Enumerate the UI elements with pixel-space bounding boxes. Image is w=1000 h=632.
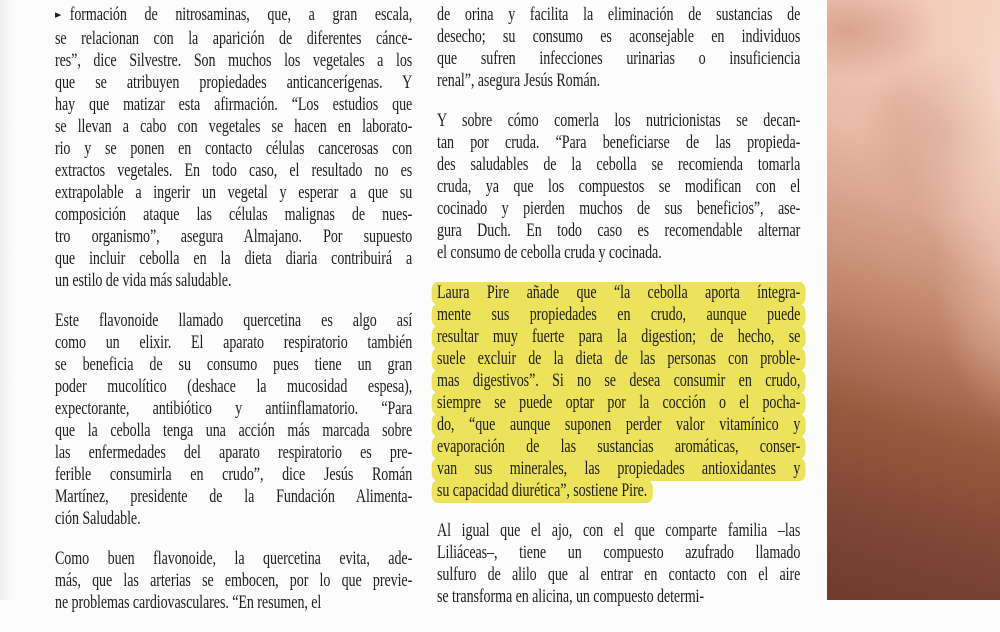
highlighted-text: resultar muy fuerte para la digestion; de hecho, se xyxy=(432,326,806,349)
text-line: ne problemas cardiovasculares. “En resumen, el xyxy=(55,593,322,613)
highlighted-text: suele excluir de la dieta de las personas con proble- xyxy=(432,348,806,371)
text-line: más, que las arterias se embocen, por lo que previe- xyxy=(55,571,413,591)
page-edge-shadow xyxy=(0,0,16,600)
text-line xyxy=(437,304,800,326)
text-line: de orina y facilita la eliminación de sustancias de xyxy=(437,5,801,25)
skin-closeup-photo xyxy=(827,0,1000,600)
text-line: que incluir cebolla en la dieta diaria contribuirá a xyxy=(55,249,413,269)
text-line: renal”, asegura Jesús Román. xyxy=(437,71,601,91)
text-line: que se atribuyen propiedades anticancerígenas. Y xyxy=(55,73,413,93)
text-line: tro organismo”, asegura Almajano. Por supuesto xyxy=(55,227,413,247)
text-line xyxy=(437,326,800,348)
text-line xyxy=(437,370,800,392)
text-line xyxy=(437,458,800,480)
text-line: Al igual que el ajo, con el que comparte familia –las xyxy=(437,521,801,541)
text-line xyxy=(437,436,800,458)
text-line: composición ataque las células malignas de nues- xyxy=(55,205,413,225)
text-line: que la cebolla tenga una acción más marcada sobre xyxy=(55,421,413,441)
highlighted-text: su capacidad diurética”, sostiene Pire. xyxy=(432,480,653,503)
highlighted-text: do, “que aunque suponen perder valor vitamínico y xyxy=(432,414,806,437)
article-column-right xyxy=(437,4,800,626)
text-line: sulfuro de alilo que al entrar en contacto con el aire xyxy=(437,565,801,585)
text-line: expectorante, antibiótico y antiinflamatorio. “Para xyxy=(55,399,413,419)
text-line: poder mucolítico (deshace la mucosidad espesa), xyxy=(55,377,413,397)
text-line: res”, dice Silvestre. Son muchos los vegetales a los xyxy=(55,51,413,71)
highlighted-text: van sus minerales, las propiedades antioxidantes y xyxy=(432,458,806,481)
text-line: se transforma en alicina, un compuesto determi- xyxy=(437,587,704,607)
highlighted-text: Laura Pire añade que “la cebolla aporta íntegra- xyxy=(432,282,806,305)
text-line: Y sobre cómo comerla los nutricionistas se decan- xyxy=(437,111,801,131)
highlighted-text: mente sus propiedades en crudo, aunque puede xyxy=(432,304,806,327)
highlighted-text: evaporación de las sustancias aromáticas, conser- xyxy=(432,436,806,459)
paragraph xyxy=(437,110,800,264)
text-line: cocinado y pierden muchos de sus beneficios”, ase- xyxy=(437,199,801,219)
text-line: extrapolable a ingerir un vegetal y esperar a que su xyxy=(55,183,413,203)
text-line xyxy=(437,392,800,414)
paragraph xyxy=(55,4,412,292)
paragraph xyxy=(437,520,800,608)
text-line: ción Saludable. xyxy=(55,509,141,529)
highlighted-text: mas digestivos”. Si no se desea consumir en crudo, xyxy=(432,370,806,393)
text-line: desecho; su consumo es aconsejable en individuos xyxy=(437,27,801,47)
paragraph xyxy=(55,310,412,530)
text-line: rio y se ponen en contacto células cancerosas con xyxy=(55,139,413,159)
text-line: las enfermedades del aparato respiratorio es pre- xyxy=(55,443,413,463)
text-line: tan por cruda. “Para beneficiarse de las propieda- xyxy=(437,133,801,153)
text-line: Como buen flavonoide, la quercetina evita, ade- xyxy=(55,549,413,569)
text-line: se beneficia de su consumo pues tiene un gran xyxy=(55,355,413,375)
text-line: Martínez, presidente de la Fundación Alimenta- xyxy=(55,487,413,507)
text-line: se llevan a cabo con vegetales se hacen en laborato- xyxy=(55,117,413,137)
text-line: gura Duch. En todo caso es recomendable alternar xyxy=(437,221,801,241)
article-column-left xyxy=(55,4,412,632)
text-line: hay que matizar esta afirmación. “Los estudios que xyxy=(55,95,413,115)
text-line: que sufren infecciones urinarias o insuficiencia xyxy=(437,49,801,69)
text-line: como un elixir. El aparato respiratorio también xyxy=(55,333,413,353)
paragraph xyxy=(55,548,412,614)
text-line: cruda, ya que los compuestos se modifican con el xyxy=(437,177,801,197)
highlighted-text: siempre se puede optar por la cocción o el pocha- xyxy=(432,392,806,415)
text-line: ferible consumirla en crudo”, dice Jesús Román xyxy=(55,465,413,485)
text-line: el consumo de cebolla cruda y cocinada. xyxy=(437,243,662,263)
paragraph xyxy=(437,4,800,92)
text-line xyxy=(437,282,800,304)
text-line xyxy=(437,414,800,436)
text-line: Este flavonoide llamado quercetina es algo así xyxy=(55,311,413,331)
paragraph xyxy=(437,282,800,502)
text-line xyxy=(437,348,800,370)
text-line xyxy=(437,480,800,502)
text-line: un estilo de vida más saludable. xyxy=(55,271,232,291)
text-line: se relacionan con la aparición de diferentes cánce- xyxy=(55,29,413,49)
text-line: extractos vegetales. En todo caso, el resultado no es xyxy=(55,161,413,181)
text-line: ► formación de nitrosaminas, que, a gran escala, xyxy=(55,5,413,25)
text-line: Liliáceas–, tiene un compuesto azufrado llamado xyxy=(437,543,801,563)
bullet-arrow-icon: ► xyxy=(55,8,62,21)
text-line: des saludables de la cebolla se recomienda tomarla xyxy=(437,155,801,175)
